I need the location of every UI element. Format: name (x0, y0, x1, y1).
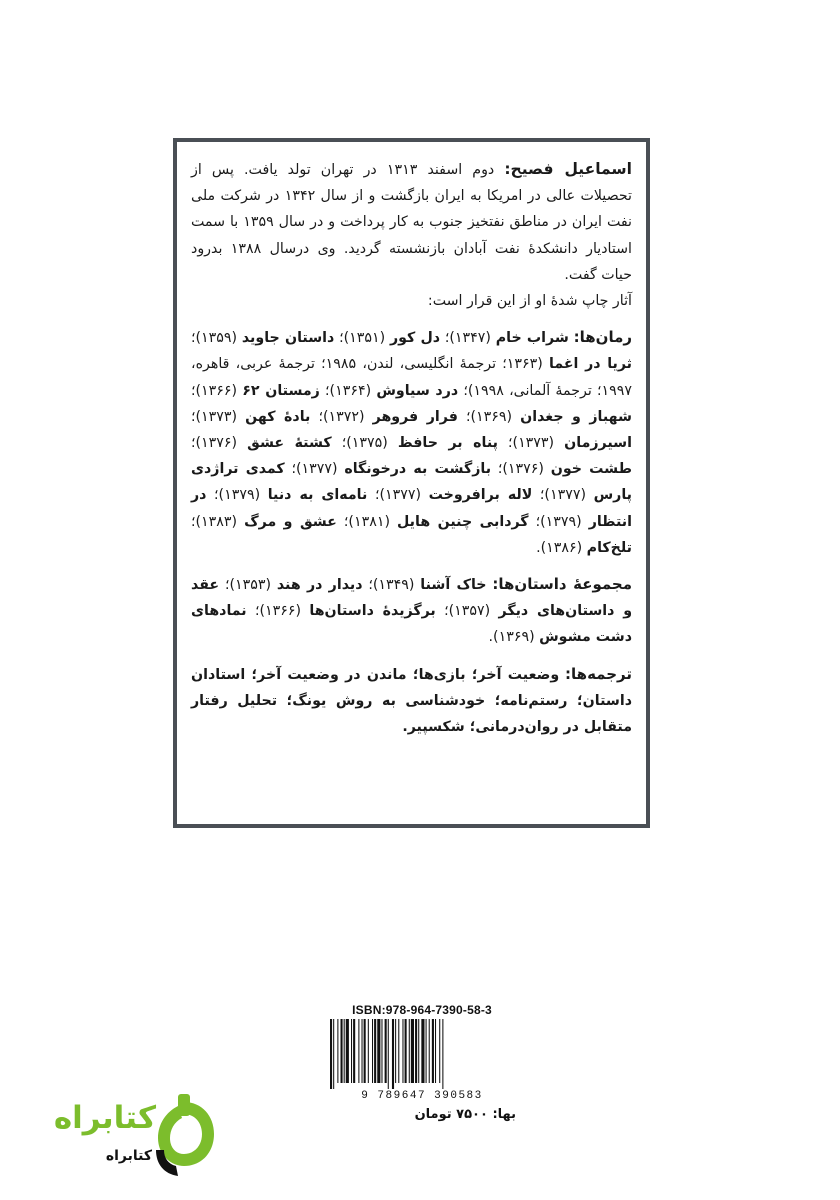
work-title: نمادهای دشت مشوش (191, 603, 632, 646)
stories-section (191, 571, 632, 651)
barcode-bars (326, 1019, 518, 1089)
work-title: در انتظار (191, 487, 632, 530)
barcode-bar (362, 1019, 363, 1083)
work-title: درد سیاوش (376, 382, 459, 399)
barcode-bar (341, 1019, 343, 1083)
work-title: زمستان ۶۲ (242, 382, 320, 399)
logo-wordmark: کتابراه (53, 1100, 156, 1136)
work-title: تلخ‌کام (586, 539, 632, 556)
work-title: گردابی چنین هایل (397, 513, 529, 530)
barcode-bar (392, 1019, 394, 1089)
work-title: دیدار در هند (276, 577, 363, 594)
barcode-bar (409, 1019, 410, 1083)
barcode-bar (429, 1019, 430, 1083)
stories-label: مجموعهٔ داستان‌ها: (492, 575, 633, 594)
work-year: (۱۳۷۶)؛ (191, 435, 248, 452)
barcode-bar (405, 1019, 407, 1083)
work-year: (۱۳۵۹)؛ (191, 330, 242, 347)
work-year: (۱۳۷۹)؛ (528, 513, 589, 530)
barcode-bar (418, 1019, 419, 1083)
work-title: دل کور (389, 330, 441, 347)
novels-section (191, 324, 632, 561)
barcode-bar (388, 1019, 389, 1089)
work-year: (۱۳۵۱)؛ (334, 330, 390, 347)
translations-label: ترجمه‌ها: (565, 664, 632, 683)
logo-subtext: کتابراه (105, 1148, 152, 1164)
barcode-bar (364, 1019, 366, 1083)
work-year: (۱۳۷۶)؛ (491, 461, 551, 478)
price-label: بها: ۷۵۰۰ تومان (414, 1107, 516, 1122)
work-title: کشتهٔ عشق (247, 435, 332, 452)
works-intro: آثار چاپ شدهٔ او از این قرار است: (427, 293, 632, 310)
work-year: (۱۳۶۴)؛ (319, 382, 377, 399)
author-name: اسماعیل فصیح: (504, 160, 632, 178)
barcode-bar (442, 1019, 443, 1089)
bio-paragraph (191, 156, 632, 288)
barcode-bar (435, 1019, 436, 1083)
work-year: (۱۳۵۳)؛ (219, 577, 277, 594)
barcode-bar (346, 1019, 349, 1083)
work-year: (۱۳۷۳)؛ (497, 435, 565, 452)
work-year: (۱۳۷۷)؛ (532, 487, 594, 504)
barcode-bar (432, 1019, 434, 1083)
barcode-bar (374, 1019, 376, 1083)
barcode-bar (398, 1019, 399, 1083)
novels-list (191, 330, 632, 556)
barcode-bar (439, 1019, 440, 1083)
barcode-bar (351, 1019, 352, 1083)
work-year: (۱۳۸۳)؛ (191, 513, 245, 530)
isbn-barcode (324, 1003, 520, 1133)
barcode-bar (337, 1019, 338, 1083)
work-title: ثریا در اغما (549, 356, 633, 373)
work-year: (۱۳۴۷)؛ (440, 330, 496, 347)
work-title: فرار فروهر (372, 408, 458, 425)
work-year: (۱۳۷۹)؛ (206, 487, 268, 504)
barcode-bar (421, 1019, 424, 1083)
bio-intro: دوم اسفند ۱۳۱۳ در تهران تولد یافت. پس از تحصیلات عالی در امریکا به ایران بازگشت و از سال ۱۳۴۲ در شرکت ملی نفت ایران در مناطق نفتخیز جنوب به کار پرداخت و در سال ۱۳۵۹ با سمت استادیار دانشکدهٔ نفت آبادان بازنشسته گردید. وی درسال ۱۳۸۸ بدرود حیات گفت. (191, 162, 633, 283)
work-year: ترجمهٔ آلمانی، ۱۹۹۸)؛ (458, 382, 592, 399)
work-year: (۱۳۸۶). (536, 539, 587, 556)
work-year: (۱۳۸۱)؛ (336, 513, 398, 530)
work-title: برگزیدهٔ داستان‌ها (309, 603, 436, 620)
ketabrah-logo (30, 1086, 220, 1186)
work-title: عشق و مرگ (244, 513, 337, 530)
work-year: (۱۳۴۹)؛ (362, 577, 421, 594)
barcode-bar (333, 1019, 334, 1089)
barcode-bar (353, 1019, 355, 1083)
barcode-bar (381, 1019, 382, 1083)
work-year: (۱۳۷۷)؛ (367, 487, 429, 504)
work-title: پناه بر حافظ (397, 435, 498, 452)
work-year: (۱۳۵۷)؛ (435, 603, 499, 620)
barcode-bar (372, 1019, 373, 1083)
work-title: بادهٔ کهن (245, 408, 311, 425)
barcode-bar (415, 1019, 417, 1083)
work-year: (۱۳۷۳)؛ (191, 408, 246, 425)
barcode-bar (377, 1019, 380, 1083)
barcode-bar (368, 1019, 369, 1083)
work-year: (۱۳۷۷)؛ (284, 461, 345, 478)
work-title: کمدی تراژدی پارس (191, 461, 632, 504)
isbn-number: ISBN:978-964-7390-58-3 (352, 1003, 492, 1017)
work-year: (۱۳۶۶)؛ (246, 603, 310, 620)
barcode-bar (426, 1019, 427, 1083)
work-year: (۱۳۶۹). (488, 629, 540, 646)
work-year: (۱۳۷۲)؛ (310, 408, 373, 425)
work-title: شراب خام (495, 330, 569, 347)
barcode-digits: 9 789647 390583 (361, 1090, 483, 1102)
barcode-bar (385, 1019, 387, 1083)
work-title: بازگشت به درخونگاه (344, 461, 492, 478)
work-year: (۱۳۶۹)؛ (457, 408, 521, 425)
work-year: (۱۳۶۳؛ ترجمهٔ انگلیسی، لندن، ۱۹۸۵؛ ترجمهٔ عربی، قاهره، ۱۹۹۷؛ (191, 356, 632, 399)
work-title: نامه‌ای به دنیا (267, 487, 368, 504)
book-leaf-icon (148, 1094, 220, 1180)
work-title: داستان جاوید (241, 330, 335, 347)
work-title: خاک آشنا (420, 577, 487, 594)
work-title: عقد و داستان‌های دیگر (191, 577, 633, 620)
barcode-bar (395, 1019, 396, 1083)
translations-list: وضعیت آخر؛ بازی‌ها؛ ماندن در وضعیت آخر؛ استادان داستان؛ رستم‌نامه؛ خودشناسی به روش یونگ؛ تحلیل رفتار متقابل در روان‌درمانی؛ شکسپیر. (191, 666, 632, 736)
work-title: شهباز و جغدان (520, 408, 632, 425)
author-bio-box (173, 138, 650, 828)
work-title: طشت خون (550, 461, 632, 478)
barcode-bar (358, 1019, 359, 1083)
barcode-bar (344, 1019, 345, 1083)
barcode-bar (402, 1019, 403, 1083)
translations-section (191, 661, 632, 741)
work-year: (۱۳۶۶)؛ (191, 382, 243, 399)
work-title: اسیرزمان (564, 435, 632, 452)
novels-label: رمان‌ها: (573, 328, 632, 347)
barcode-bar (330, 1019, 332, 1089)
work-year: (۱۳۷۵)؛ (331, 435, 398, 452)
work-title: لاله برافروخت (428, 487, 533, 504)
barcode-bar (411, 1019, 414, 1083)
